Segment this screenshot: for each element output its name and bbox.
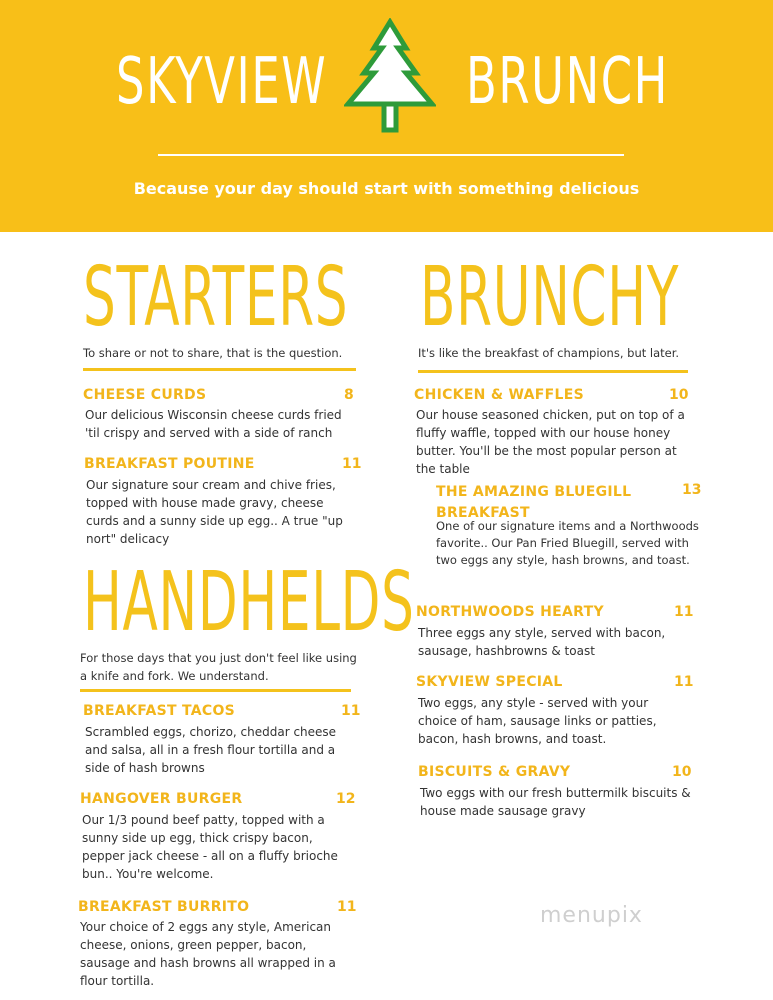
item-description: Two eggs with our fresh buttermilk biscuits & house made sausage gravy [420,786,691,818]
item-price: 10 [672,764,692,780]
brand-name-right: BRUNCH [466,45,669,119]
item-price: 11 [337,899,357,915]
header-divider [158,154,624,156]
item-name: BISCUITS & GRAVY [418,764,571,780]
item-description: Our 1/3 pound beef patty, topped with a sunny side up egg, thick crispy bacon, pepper jack cheese - all on a fluffy brioche bun.. You're welcome. [82,813,338,881]
item-price: 11 [674,674,694,690]
item-name: SKYVIEW SPECIAL [416,674,563,690]
item-description: Our delicious Wisconsin cheese curds fried 'til crispy and served with a side of ranch [85,408,342,440]
item-name: CHICKEN & WAFFLES [414,387,585,403]
brunchy-subtitle: It's like the breakfast of champions, but later. [418,346,680,360]
handhelds-divider [80,689,351,692]
item-description: Your choice of 2 eggs any style, American cheese, onions, green pepper, bacon, sausage and hash browns all wrapped in a flour tortilla. [80,920,336,988]
item-price: 8 [344,387,354,403]
handhelds-title: HANDHELDS [83,555,415,650]
item-name: BREAKFAST BURRITO [78,899,250,915]
item-price: 10 [669,387,689,403]
menupix-watermark: menupix [540,903,643,928]
item-name: THE AMAZING BLUEGILL BREAKFAST [436,484,632,521]
starters-subtitle: To share or not to share, that is the question. [83,346,343,360]
item-name: BREAKFAST POUTINE [84,456,255,472]
brunchy-title: BRUNCHY [420,250,680,345]
item-name: BREAKFAST TACOS [83,703,236,719]
item-name: HANGOVER BURGER [80,791,243,807]
pine-tree-icon [344,18,436,136]
item-price: 11 [674,604,694,620]
item-description: Our house seasoned chicken, put on top of a fluffy waffle, topped with our house honey butter. You'll be the most popular person at the table [416,408,685,476]
brand-name-left: SKYVIEW [116,45,328,119]
handhelds-subtitle: For those days that you just don't feel like using a knife and fork. We understand. [80,651,357,683]
item-name: NORTHWOODS HEARTY [416,604,604,620]
starters-divider [83,368,356,371]
item-name: CHEESE CURDS [83,387,207,403]
item-description: One of our signature items and a Northwoods favorite.. Our Pan Fried Bluegill, served with two eggs any style, hash browns, and toast. [436,519,699,567]
item-description: Three eggs any style, served with bacon, sausage, hashbrowns & toast [418,626,666,658]
item-description: Our signature sour cream and chive fries, topped with house made gravy, cheese curds and a sunny side up egg.. A true "up nort" delicacy [86,478,343,546]
starters-title: STARTERS [83,250,349,345]
item-price: 12 [336,791,356,807]
brunchy-divider [418,370,688,373]
item-price: 11 [342,456,362,472]
tagline: Because your day should start with something delicious [133,179,640,198]
header-banner [0,0,773,232]
item-price: 11 [341,703,361,719]
item-description: Scrambled eggs, chorizo, cheddar cheese and salsa, all in a fresh flour tortilla and a side of hash browns [85,725,337,775]
item-price: 13 [682,482,702,498]
item-description: Two eggs, any style - served with your choice of ham, sausage links or patties, bacon, hash browns, and toast. [418,696,657,746]
